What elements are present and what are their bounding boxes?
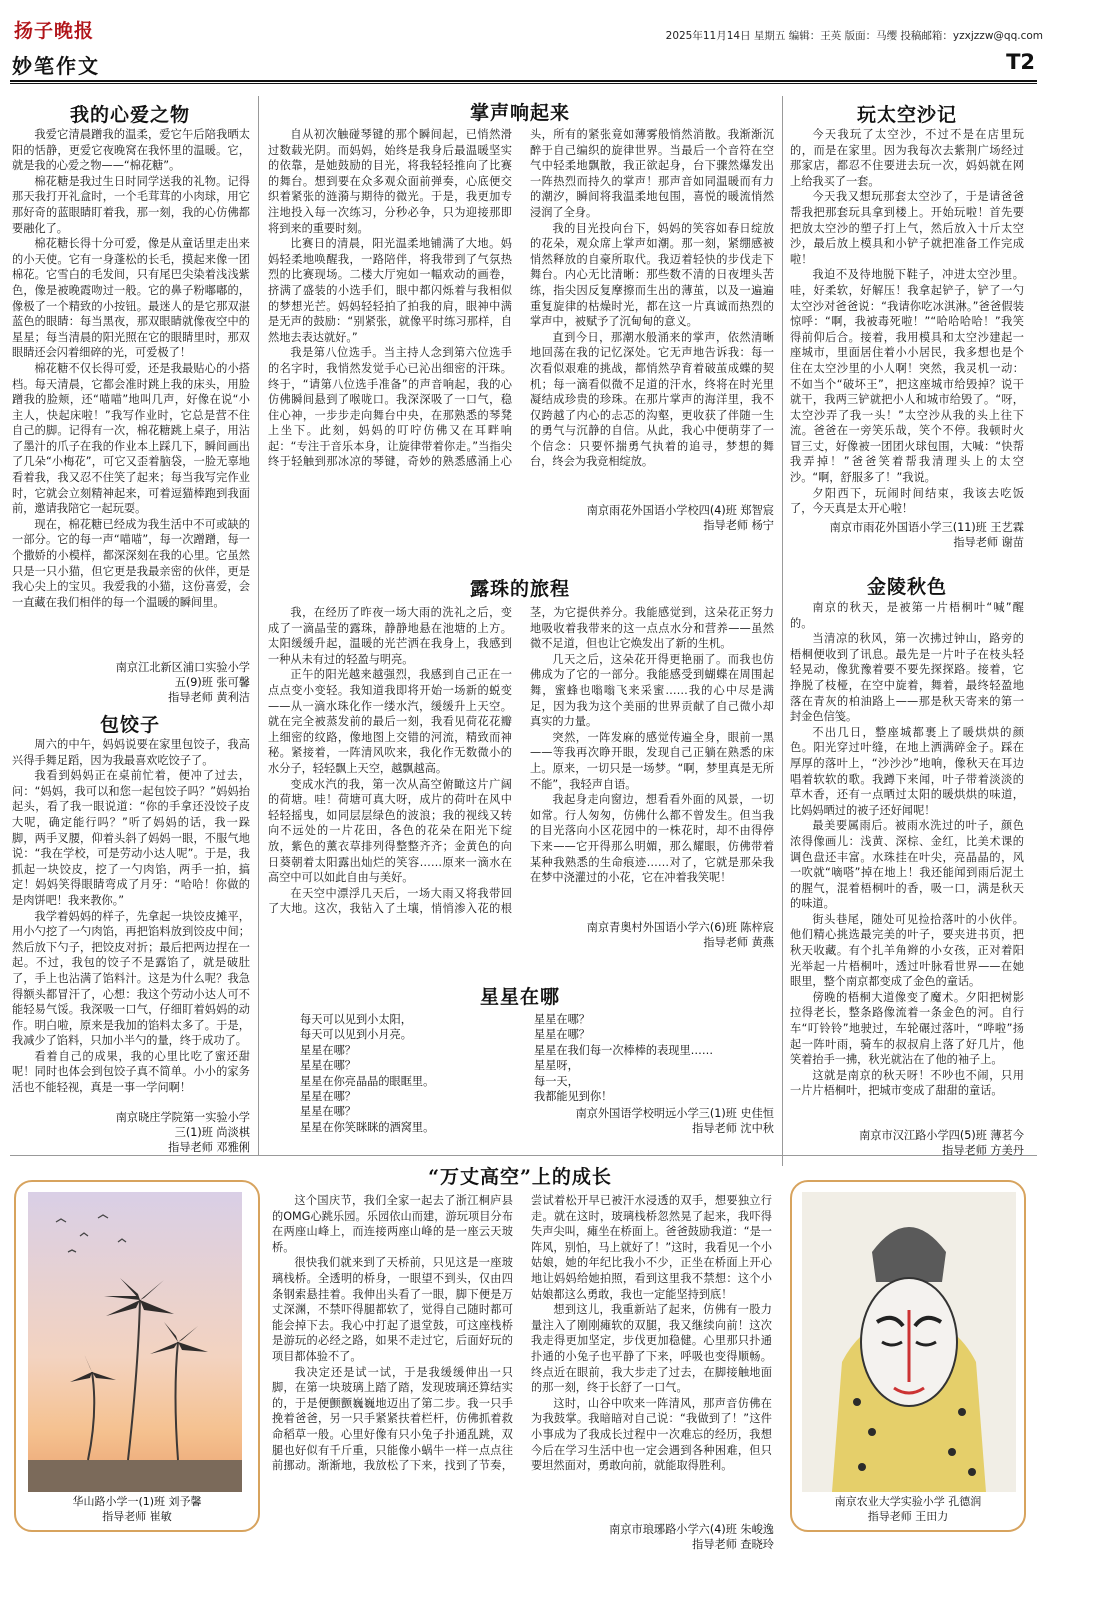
text-line: 星星在我们每一次棒棒的表现里……: [534, 1043, 714, 1057]
paragraph: 这时，山谷中吹来一阵清风，那声音仿佛在为我鼓掌。我暗暗对自己说：“我做到了！”这件小事成为了我成长过程中一次难忘的经历，我想今后在学习生活中也一定会遇到各种困难，但只要坦然面对，勇敢向前，就能取得胜利。: [531, 1396, 772, 1473]
paragraph: 几天之后，这朵花开得更艳丽了。而我也仿佛成为了它的一部分。我能感受到蝴蝶在周围起舞，蜜蜂也嗡嗡飞来采蜜……我的心中尽是满足，因为我为这个美丽的世界贡献了自己微小却真实的力量。: [530, 652, 774, 729]
paragraph: 变成水汽的我，第一次从高空俯瞰这片广阔的荷塘。哇！荷塘可真大呀，成片的荷叶在风中轻轻摇曳，如同层层绿色的波浪；我的视线又转向不远处的一片花田，各色的花朵在阳光下绽放，紫色的薰衣草排列得整整齐齐；金黄色的向日葵朝着太阳露出灿烂的笑容……原来一滴水在高空中可以如此自由与美好。: [268, 777, 512, 885]
article-body: [268, 127, 774, 499]
text-line: 星星在哪？: [300, 1043, 356, 1057]
artwork-frame: [790, 1180, 1026, 1532]
text-line: 南京农业大学实验小学 孔德润: [834, 1495, 982, 1508]
article-title: 掌声响起来: [469, 102, 570, 124]
text-line: 三(1)班 尚淡棋: [174, 1126, 250, 1139]
text-line: 南京市汉江路小学四(5)班 薄茗今: [859, 1129, 1024, 1142]
column-divider: [258, 96, 259, 1156]
paragraph: 我决定还是试一试，于是我缓缓伸出一只脚，在第一块玻璃上踏了踏，发现玻璃还算结实的，于是便颤颤巍巍地迈出了第二步。我一只手挽着爸爸，另一只手紧紧扶着栏杆，仿佛抓着救命稻草一般。心里好像有只小兔子扑通乱跳，双腿也好似有千斤重，只能像小蜗牛一样一点点往前挪动。渐渐地，我放松了下来，找到了节奏，尝试着松开早已被汗水浸透的双手，想要独立行走。就在这时，玻璃栈桥忽然晃了起来，我吓得失声尖叫，瘫坐在桥面上。爸爸鼓励我道：“是一阵风，别怕，马上就好了！”这时，我看见一个小姑娘，她的年纪比我小不少，正坐在桥面上开心地让妈妈给她拍照，看到这里我不禁想：这个小姑娘都这么勇敢，我也一定能坚持到底！: [272, 1194, 772, 1473]
paragraph: 我迫不及待地脱下鞋子，冲进太空沙里。哇，好柔软，好解压！我拿起铲子，铲了一勺太空沙对爸爸说：“我请你吃冰淇淋。”爸爸假装惊呼：“啊，我被毒死啦！”“哈哈哈哈！”我笑得前仰后合。接着，我用模具和太空沙建起一座城市，里面居住着小小居民，我多想也是个住在太空沙里的小人啊！突然，我灵机一动：不如当个“破坏王”，把这座城市给毁掉？说干就干，我两三铲就把小人和城市给毁了。“呀，太空沙弄了我一头！”太空沙从我的头上往下流。爸爸在一旁笑乐哉，笑个不停。我顿时火冒三丈，好像被一团团火球包围，大喊：“快帮我弄掉！”爸爸笑着帮我清理头上的太空沙。“啊，舒服多了！”我说。: [790, 268, 1024, 485]
paragraph: 我起身走向窗边，想看看外面的风景，一切如常。行人匆匆，仿佛什么都不曾发生。但当我的目光落向小区花园中的一株花时，却不由得停下来——它开得那么明媚，那么耀眼，仿佛带着某种我熟悉的生命痕迹……对了，它就是那朵我在梦中浇灌过的小花，它在冲着我笑呢！: [530, 793, 774, 885]
text-line: 指导老师 崔敏: [102, 1510, 172, 1523]
text-line: 指导老师 杨宁: [703, 519, 774, 532]
article-signature: [520, 1522, 774, 1552]
article-body: [268, 605, 774, 925]
article-signature: [790, 520, 1024, 550]
text-line: 华山路小学一(1)班 刘予馨: [72, 1495, 202, 1508]
article-title: 我的心爱之物: [69, 104, 190, 126]
paragraph: 这就是南京的秋天呀！不吵也不闹，只用一片片梧桐叶，把城市变成了甜甜的童话。: [790, 1068, 1024, 1098]
paragraph: 我的目光投向台下，妈妈的笑容如春日绽放的花朵，观众席上掌声如潮。那一刻，紧绷感被悄然释放的自豪所取代。我迈着轻快的步伐走下舞台。内心无比清晰：那些数不清的日夜埋头苦练，指尖因反复摩擦而生出的薄茧，以及一遍遍重复旋律的枯燥时光，都在这一片真诚而热烈的掌声中，被赋予了沉甸甸的意义。: [530, 221, 774, 329]
paragraph: 棉花糖是我过生日时同学送我的礼物。记得那天我打开礼盒时，一个毛茸茸的小肉球，用它那好奇的蓝眼睛盯着我，那一刻，我的心仿佛都要融化了。: [12, 174, 250, 235]
paragraph: 今天我又想玩那套太空沙了，于是请爸爸帮我把那套玩具拿到楼上。开始玩啦！首先要把放太空沙的塑子打上气，然后放入十斤太空沙，最后放上模具和小铲子就把准备工作完成啦！: [790, 190, 1024, 266]
article-body: [12, 737, 250, 1127]
paragraph: 看着自己的成果，我的心里比吃了蜜还甜呢！同时也体会到包饺子真不简单。小小的家务活也不能轻视，真是一事一学问啊！: [12, 1049, 250, 1095]
issue-meta: 2025年11月14日 星期五 编辑：王英 版面：马缨 投稿邮箱：yzxjzzw@qq.com: [665, 30, 1043, 42]
text-line: 指导老师 王田力: [867, 1510, 949, 1523]
text-line: 南京外国语学校明远小学三(1)班 史佳恒: [575, 1107, 774, 1120]
text-line: 星星在哪？: [534, 1013, 590, 1026]
paragraph: 南京的秋天，是被第一片梧桐叶“喊”醒的。: [790, 601, 1024, 630]
article-title: “万丈高空”上的成长: [428, 1166, 612, 1188]
artwork-caption: [16, 1494, 258, 1524]
paragraph: 直到今日，那潮水般涌来的掌声，依然清晰地回荡在我的记忆深处。它无声地告诉我：每一次看似艰难的挑战，都悄然孕育着破茧成蝶的契机；每一滴看似微不足道的汗水，终将在时光里凝结成珍贵的珍珠。在那片掌声的海洋里，我不仅跨越了内心的忐忑的沟壑，更收获了伴随一生的勇气与沉静的自信。从此，我心中便萌芽了一个信念：只要怀揣勇气执着的追寻，梦想的舞台，终会为我竞相绽放。: [530, 330, 774, 469]
section-title: 妙笔作文: [12, 54, 100, 78]
paragraph: 周六的中午，妈妈说要在家里包饺子，我高兴得手舞足蹈，因为我最喜欢吃饺子了。: [12, 738, 250, 767]
poem-right-stanza: [534, 1012, 713, 1104]
text-line: 南京雨花外国语小学校四(4)班 郑智宸: [586, 504, 774, 517]
paragraph: 想到这儿，我重新站了起来，仿佛有一股力量注入了刚刚瘫软的双腿，我又继续向前！这次我走得更加坚定，步伐更加稳健。心里那只扑通扑通的小兔子也平静了下来，呼吸也变得顺畅。终点近在眼前，我大步走了过去，在脚接触地面的那一刻，终于长舒了一口气。: [531, 1303, 772, 1395]
text-line: 指导老师 查晓玲: [692, 1538, 774, 1551]
paragraph: 现在，棉花糖已经成为我生活中不可或缺的一部分。它的每一声“喵喵”，每一次蹭蹭，每一个撒娇的小模样，都深深刻在我的心里。它虽然只是一只小猫，但它更是我最亲密的伙伴，更是我心尖上的宝贝。我爱我的小猫，这份喜爱，会一直藏在我们相伴的每一个温暖的瞬间里。: [12, 517, 250, 609]
text-line: 指导老师 沈中秋: [692, 1122, 774, 1135]
text-line: 南京晓庄学院第一实验小学: [115, 1111, 250, 1124]
column-divider: [782, 96, 783, 1166]
text-line: 每一天，: [534, 1074, 579, 1088]
paragraph: 棉花糖长得十分可爱，像是从童话里走出来的小天使。它有一身蓬松的长毛，摸起来像一团棉花。它雪白的毛发间，只有尾巴尖染着浅浅紫色，像是被晚霞吻过一般。它的鼻子粉嘟嘟的，像极了一个精致的小按钮。最迷人的是它那双湛蓝色的眼睛：每当黑夜，那双眼睛就像夜空中的星星；每当清晨的阳光照在它的眼睛里时，那双眼睛还会闪着细碎的光，可爱极了！: [12, 237, 250, 360]
text-line: 南京市雨花外国语小学三(11)班 王艺霖: [829, 521, 1024, 534]
text-line: 指导老师 黄利洁: [168, 691, 250, 704]
paragraph: 棉花糖不仅长得可爱，还是我最贴心的小搭档。每天清晨，它都会准时跳上我的床头，用脸蹭我的脸颊，还“喵喵”地叫几声，好像在说“小主人，快起床啦！”我写作业时，它总是营不住自己的脚。记得有一次，棉花糖跳上桌子，用沾了墨汁的爪子在我的作业本上踩几下，瞬间画出了几朵“小梅花”，可它又歪着脑袋，一脸无辜地看着我，我又忍不住笑了起来；每当我写完作业时，它就会立刻精神起来，可着逗猫棒跑到我面前，邀请我陪它一起玩耍。: [12, 361, 250, 516]
paragraph: 这个国庆节，我们全家一起去了浙江桐庐县的OMG心跳乐园。乐园依山而建，游玩项目分布在两座山峰上，而连接两座山峰的是一座云天玻桥。: [272, 1194, 513, 1254]
paragraph: 很快我们就来到了天桥前，只见这是一座玻璃栈桥。全透明的桥身，一眼望不到头，仅由四条钢索悬挂着。我伸出头看了一眼，脚下便是万丈深渊，不禁吓得腿都软了，觉得自己随时都可能会掉下去。我心中打起了退堂鼓，可这座栈桥是游玩的必经之路，如果不走过它，后面好玩的项目都体验不了。: [272, 1256, 513, 1363]
text-line: 星星在哪？: [534, 1028, 590, 1042]
text-line: 每天可以见到小太阳，: [300, 1013, 412, 1026]
paragraph: 当清凉的秋风，第一次拂过钟山，路旁的梧桐便收到了讯息。最先是一片叶子在枝头轻轻晃动，像犹豫着要不要先探探路。接着，它挣脱了枝桠，在空中旋着，舞着，最终轻盈地落在青灰的柏油路上——那是秋天寄来的第一封金色信笺。: [790, 632, 1024, 724]
article-body: [272, 1193, 772, 1525]
text-line: 指导老师 邓雅俐: [168, 1141, 250, 1154]
text-line: 南京青奥村外国语小学六(6)班 陈梓宸: [586, 921, 774, 934]
poem-signature: [520, 1106, 774, 1136]
artwork-frame: [14, 1180, 260, 1532]
text-line: 每天可以见到小月亮。: [300, 1028, 412, 1042]
paragraph: 自从初次触碰琴键的那个瞬间起，已悄然滑过数载光阴。而妈妈，始终是我身后最温暖坚实的依靠，是她鼓励的目光，将我轻轻推向了比赛的舞台。想到要在众多观众面前弹奏，心底便交织着紧张的涟漪与期待的微光。于是，我更加专注地投入每一次练习，分秒必争，只为迎接那即将到来的重要时刻。: [268, 128, 512, 235]
text-line: 星星在你笑眯眯的酒窝里。: [300, 1120, 435, 1134]
paragraph: 傍晚的梧桐大道像变了魔术。夕阳把树影拉得老长，整条路像流着一条金色的河。自行车“叮铃铃”地驶过，车轮碾过落叶，“哗啦”扬起一阵叶雨，骑车的叔叔肩上落了好几片，他笑着抬手一拂，秋光就沾在了他的袖子上。: [790, 990, 1024, 1067]
paragraph: 我是第八位选手。当主持人念到第六位选手的名字时，我悄然发觉手心已沁出细密的汗珠。终于，“请第八位选手准备”的声音响起，我的心仿佛瞬间悬到了喉咙口。我深深吸了一口气，稳住心神，一步步走向舞台中央，在那熟悉的琴凳上坐下。此刻，妈妈的叮咛仿佛又在耳畔响起：“专注于音乐本身，让旋律带着你走。”当指尖终于轻触到那冰凉的琴键，奇妙的熟悉感涌上心头，所有的紧张竟如薄雾般悄然消散。我渐渐沉醉于自己编织的旋律世界。当最后一个音符在空气中轻柔地飘散，我正欲起身，台下骤然爆发出一阵热烈而持久的掌声！那声音如同温暖而有力的潮汐，瞬间将我温柔地包围，喜悦的暖流悄然浸润了全身。: [268, 128, 774, 469]
paragraph: 在天空中漂浮几天后，一场大雨又将我带回了大地。这次，我钻入了土壤，悄悄渗入花的根茎，为它提供养分。我能感觉到，这朵花正努力地吸收着我带来的这一点点水分和营养——虽然微不足道，但也让它焕发出了新的生机。: [268, 606, 774, 916]
text-line: 指导老师 黄燕: [703, 936, 774, 949]
paragraph: 突然，一阵发麻的感觉传遍全身，眼前一黑——等我再次睁开眼，发现自己正躺在熟悉的床上。原来，一切只是一场梦。“啊，梦里真是无所不能”，我轻声自语。: [530, 730, 774, 791]
paragraph: 我看到妈妈正在桌前忙着，便冲了过去，问：“妈妈，我可以和您一起包饺子吗？”妈妈抬起头，看了我一眼说道：“你的手拿还没饺子皮大呢，确定能行吗？”听了妈妈的话，我一跺脚，两手叉腰，仰着头斜了妈妈一眼，不服气地说：“我在学校，可是劳动小达人呢”。于是，我抓起一块饺皮，挖了一勺肉馅，两手一拍，搞定！妈妈笑得眼睛弯成了月牙：“哈哈！你做的是肉饼吧！我来教你。”: [12, 769, 250, 907]
article-signature: [12, 1110, 250, 1155]
paragraph: 最美要属雨后。被雨水洗过的叶子，颜色浓得像画儿：浅黄、深棕、金红，比美术课的调色盘还丰富。水珠挂在叶尖，亮晶晶的，风一吹就“嘀嗒”掉在地上！我还能闻到雨后泥土的腥气，混着梧桐叶的香，吸一口，满是秋天的味道。: [790, 819, 1024, 911]
text-line: 南京市琅琊路小学六(4)班 朱峻逸: [609, 1523, 774, 1536]
paragraph: 正午的阳光越来越强烈，我感到自己正在一点点变小变轻。我知道我即将开始一场新的蜕变——从一滴水珠化作一缕水汽，缓缓升上天空。就在完全被蒸发前的最后一刻，我看见荷花花瓣上细密的纹路，像地图上交错的河流，精致而神秘。紧接着，一阵清风吹来，我化作无数微小的水分子，轻轻飘上天空，越飘越高。: [268, 668, 512, 775]
paragraph: 我，在经历了昨夜一场大雨的洗礼之后，变成了一滴晶莹的露珠，静静地悬在池塘的上方。太阳缓缓升起，温暖的光芒洒在我身上，我感到一种从未有过的轻盈与明亮。: [268, 606, 512, 666]
text-line: 我都能见到你！: [534, 1090, 613, 1104]
artwork-palm-sunset: [28, 1192, 260, 1492]
text-line: 指导老师 方美丹: [942, 1144, 1024, 1157]
text-line: 南京江北新区浦口实验小学: [115, 661, 250, 674]
header-rule: [10, 80, 1037, 82]
text-line: 星星呀，: [534, 1059, 579, 1073]
page-number: T2: [1006, 50, 1035, 74]
paragraph: 今天我玩了太空沙，不过不是在店里玩的，而是在家里。因为我每次去紫荆广场经过那家店，都忍不住要进去玩一次，妈妈就在网上给我买了一套。: [790, 128, 1024, 188]
poem-left-stanza: [300, 1012, 434, 1135]
article-title: 玩太空沙记: [856, 104, 957, 126]
article-title: 包饺子: [99, 714, 160, 736]
artwork-opera-mask: [802, 1192, 1016, 1492]
paragraph: 街头巷尾，随处可见捡拾落叶的小伙伴。他们精心挑选最完美的叶子，要夹进书页，把秋天收藏。有个扎羊角辫的小女孩，正对着阳光举起一片梧桐叶，透过叶脉看世界——在她眼里，整个南京都变成了金色的童话。: [790, 912, 1024, 989]
article-title: 露珠的旅程: [469, 578, 570, 600]
poem-title: 星星在哪: [479, 986, 560, 1008]
article-signature: [12, 660, 250, 705]
paragraph: 不出几日，整座城都裹上了暖烘烘的颜色。阳光穿过叶缝，在地上洒满碎金子。踩在厚厚的落叶上，“沙沙沙”地响，像秋天在耳边唱着软软的歌。我蹲下来闻，叶子带着淡淡的草木香，还有一点晒过太阳的暖烘烘的味道，比妈妈晒过的被子还好闻呢！: [790, 725, 1024, 817]
paragraph: 比赛日的清晨，阳光温柔地铺满了大地。妈妈轻柔地唤醒我，一路陪伴，将我带到了气氛热烈的比赛现场。二楼大厅宛如一幅欢动的画卷，挤满了盛装的小选手们，眼中都闪烁着与我相似的梦想光芒。妈妈轻轻拍了拍我的肩，眼神中满是无声的鼓励：“别紧张，就像平时练习那样，自然地去表达就好。”: [268, 237, 512, 344]
text-line: 星星在哪？: [300, 1059, 356, 1073]
section-divider: [10, 1155, 1037, 1156]
text-line: 星星在你亮晶晶的眼眶里。: [300, 1074, 435, 1088]
article-signature: [520, 920, 774, 950]
article-body: [790, 600, 1024, 1128]
paragraph: 我爱它清晨蹭我的温柔，爱它午后陪我晒太阳的恬静，更爱它夜晚窝在我怀里的温暖。它，就是我的心爱之物——“棉花糖”。: [12, 128, 250, 173]
article-body: [12, 127, 250, 657]
article-signature: [790, 1128, 1024, 1158]
paragraph: 夕阳西下，玩闹时间结束，我该去吃饭了，今天真是太开心啦！: [790, 486, 1024, 516]
text-line: 五(9)班 张可馨: [174, 676, 250, 689]
article-body: [790, 127, 1024, 522]
text-line: 星星在哪？: [300, 1090, 356, 1104]
newspaper-masthead: 扬子晚报: [14, 20, 95, 42]
header-rule-thin: [10, 83, 1037, 84]
artwork-caption: [792, 1494, 1024, 1524]
text-line: 星星在哪？: [300, 1105, 356, 1119]
article-title: 金陵秋色: [866, 576, 947, 598]
article-signature: [520, 503, 774, 533]
paragraph: 我学着妈妈的样子，先拿起一块饺皮摊平，用小勺挖了一勺肉馅，再把馅料放到饺皮中间；然后放下勺子，把饺皮对折；最后把两边捏在一起。不过，我包的饺子不是露馅了，就是破肚了，手上也沾满了馅料汁。这是为什么呢？我急得额头都冒汗了，心想：我这个劳动小达人可不能轻易气馁。我深吸一口气，仔细盯着妈妈的动作。明白啦，原来是我加的馅料太多了。于是，我减少了馅料，只加小半勺的量，终于成功了。: [12, 909, 250, 1048]
text-line: 指导老师 谢苗: [953, 536, 1024, 549]
